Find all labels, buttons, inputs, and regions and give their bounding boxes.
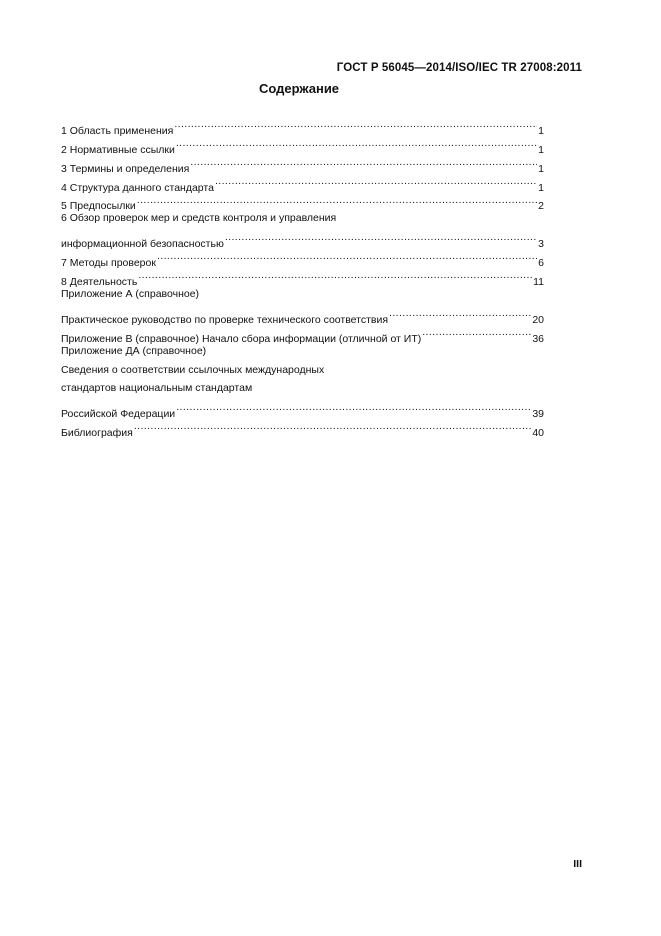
toc-entry[interactable] [61,285,544,304]
toc-entry-page-number: 3 [538,238,544,251]
toc-entry-label: Библиография [61,427,133,440]
toc-entry-label: 7 Методы проверок [61,257,156,270]
toc-entry-label: Приложение А (справочное) [61,288,200,301]
toc-dot-leader [137,191,537,210]
toc-entry-label: стандартов национальным стандартам [61,382,253,395]
toc-dot-leader [176,134,537,153]
toc-entry-label: Приложение В (справочное) Начало сбора информации (отличной от ИТ) [61,332,422,345]
toc-entry-page-number: 6 [538,257,544,270]
toc-entry-page-number: 40 [532,427,544,440]
toc-entry-label: Приложение ДА (справочное) [61,344,207,357]
toc-dot-leader [176,398,531,417]
toc-entry[interactable] [61,361,544,380]
toc-entry-label: Российской Федерации [61,408,176,421]
toc-entry-page-number: 11 [533,276,544,289]
toc-entry[interactable] [61,417,544,440]
table-of-contents [61,115,544,440]
toc-entry-page-number: 1 [538,143,544,156]
toc-entry-page-number: 1 [538,162,544,175]
standard-designation: ГОСТ Р 56045—2014/ISO/IEC TR 27008:2011 [336,62,582,74]
toc-dot-leader [157,247,537,266]
toc-entry-label: 2 Нормативные ссылки [61,143,175,156]
toc-entry-label: 4 Структура данного стандарта [61,181,214,194]
toc-dot-leader [134,417,531,436]
toc-dot-leader [138,266,532,285]
toc-entry-page-number: 20 [532,313,544,326]
toc-entry-label: 5 Предпосылки [61,200,136,213]
page-title: Содержание [258,81,340,96]
toc-entry[interactable] [61,115,544,137]
toc-entry-label: информационной безопасностью [61,238,224,251]
toc-entry-label: Практическое руководство по проверке технического соответствия [61,313,389,326]
toc-entry-label: 3 Термины и определения [61,162,190,175]
toc-entry[interactable] [61,304,544,326]
toc-entry-page-number: 1 [538,124,544,137]
toc-entry-page-number: 1 [538,181,544,194]
toc-entry-page-number: 2 [538,200,544,213]
toc-entry[interactable] [61,379,544,398]
toc-entry-label: 8 Деятельность [61,276,138,289]
page-number: III [573,858,582,870]
toc-entry[interactable] [61,228,544,251]
toc-dot-leader [225,228,537,247]
toc-dot-leader [174,115,537,134]
toc-entry-label: 6 Обзор проверок мер и средств контроля и управления [61,212,337,225]
toc-entry-label: Сведения о соответствии ссылочных международных [61,363,325,376]
toc-dot-leader [422,323,531,342]
toc-entry-page-number: 36 [532,332,544,345]
toc-entry[interactable] [61,398,544,421]
toc-dot-leader [190,153,537,172]
toc-entry[interactable] [61,209,544,228]
toc-entry-page-number: 39 [532,408,544,421]
toc-dot-leader [215,172,537,191]
toc-dot-leader [389,304,531,323]
toc-entry-label: 1 Область применения [61,124,174,137]
